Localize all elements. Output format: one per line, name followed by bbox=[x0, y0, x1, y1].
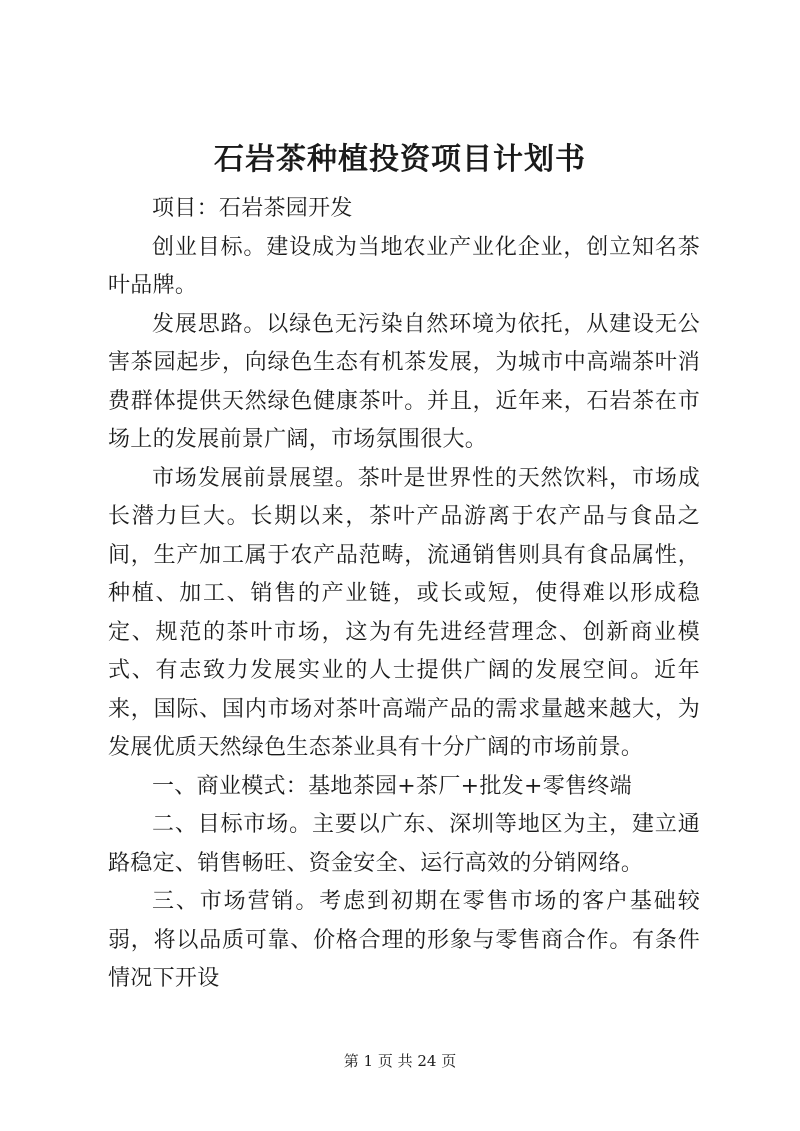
document-body bbox=[108, 190, 700, 999]
paragraph-market-outlook: 市场发展前景展望。茶叶是世界性的天然饮料，市场成长潜力巨大。长期以来，茶叶产品游离于农产品与食品之间，生产加工属于农产品范畴，流通销售则具有食品属性，种植、加工、销售的产业链，或长或短，使得难以形成稳定、规范的茶叶市场，这为有先进经营理念、创新商业模式、有志致力发展实业的人士提供广阔的发展空间。近年来，国际、国内市场对茶叶高端产品的需求量越来越大，为发展优质天然绿色生态茶业具有十分广阔的市场前景。 bbox=[108, 465, 700, 760]
paragraph-business-model: 一、商业模式：基地茶园+茶厂+批发+零售终端 bbox=[152, 773, 632, 799]
paragraph-project: 项目：石岩茶园开发 bbox=[152, 196, 353, 221]
paragraph-marketing: 三、市场营销。考虑到初期在零售市场的客户基础较弱，将以品质可靠、价格合理的形象与零售商合作。有条件情况下开设 bbox=[108, 889, 700, 991]
paragraph-development-idea: 发展思路。以绿色无污染自然环境为依托，从建设无公害茶园起步，向绿色生态有机茶发展，为城市中高端茶叶消费群体提供天然绿色健康茶叶。并且，近年来，石岩茶在市场上的发展前景广阔，市场氛围很大。 bbox=[108, 311, 700, 452]
paragraph-target-market: 二、目标市场。主要以广东、深圳等地区为主，建立通路稳定、销售畅旺、资金安全、运行高效的分销网络。 bbox=[108, 812, 700, 876]
page-number-label: 第 1 页 共 24 页 bbox=[343, 1052, 457, 1070]
document-title: 石岩茶种植投资项目计划书 bbox=[214, 142, 586, 177]
paragraph-goal: 创业目标。建设成为当地农业产业化企业，创立知名茶叶品牌。 bbox=[108, 234, 700, 298]
page-footer bbox=[0, 1050, 800, 1072]
